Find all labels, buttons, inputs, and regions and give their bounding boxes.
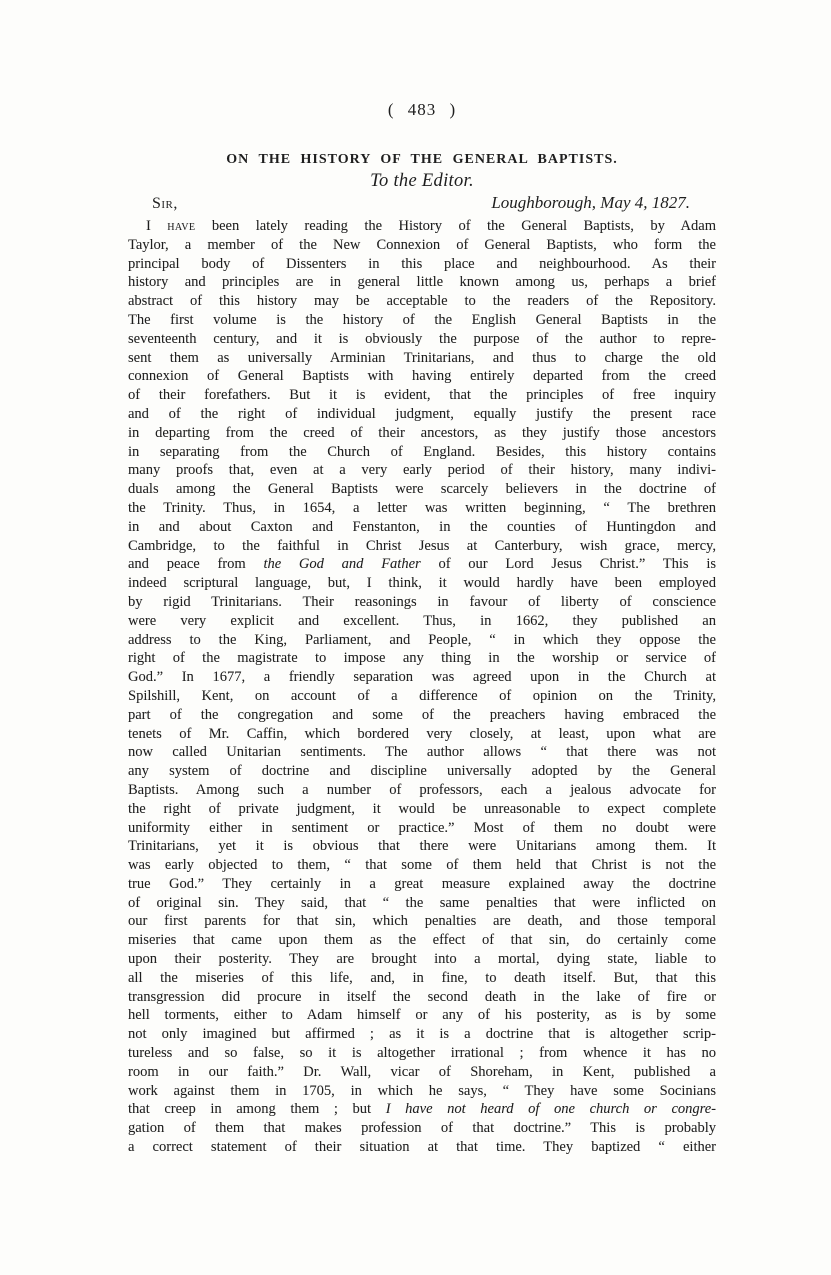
text-run: I xyxy=(146,218,168,234)
body-line xyxy=(128,480,716,499)
text-run: abstract of this history may be acceptable to the readers of the Repository. xyxy=(128,293,716,310)
body-line xyxy=(128,236,716,255)
body-line xyxy=(128,499,716,518)
body-line xyxy=(128,1006,716,1025)
body-line xyxy=(128,574,716,593)
body-line xyxy=(128,912,716,931)
page-number: ( 483 ) xyxy=(387,100,457,119)
smallcaps-run: have xyxy=(167,218,196,234)
body-line xyxy=(128,443,716,462)
addressee-line: To the Editor. xyxy=(370,171,474,191)
text-run: work against them in 1705, in which he says, “ They have some Socinians xyxy=(128,1082,716,1099)
text-run: not only imagined but affirmed ; as it is a doctrine that is altogether scrip- xyxy=(128,1026,716,1043)
body-line xyxy=(128,405,716,424)
text-run: seventeenth century, and it is obviously the purpose of the author to repre- xyxy=(128,330,716,347)
text-run: our first parents for that sin, which penalties are death, and those temporal xyxy=(128,913,716,930)
body-line xyxy=(128,706,716,725)
text-run: the right of private judgment, it would be unreasonable to expect complete xyxy=(128,800,716,817)
dateline: Loughborough, May 4, 1827. xyxy=(491,193,690,212)
text-run: connexion of General Baptists with having entirely departed from the creed xyxy=(128,368,716,385)
text-run: and peace from xyxy=(128,556,264,573)
body-line xyxy=(128,1082,716,1101)
text-run: were very explicit and excellent. Thus, in 1662, they published an xyxy=(128,612,716,629)
body-line xyxy=(128,367,716,386)
body-line xyxy=(128,969,716,988)
text-run: in separating from the Church of England. Besides, this history contains xyxy=(128,443,716,460)
text-run: The first volume is the history of the English General Baptists in the xyxy=(128,311,716,328)
text-run: miseries that came upon them as the effect of that sin, do certainly come xyxy=(128,932,716,949)
text-run: transgression did procure in itself the second death in the lake of fire or xyxy=(128,988,716,1005)
body-line xyxy=(128,1063,716,1082)
body-line xyxy=(128,1138,716,1157)
text-run: true God.” They certainly in a great measure explained away the doctrine xyxy=(128,875,716,892)
body-line xyxy=(128,1100,716,1119)
text-run: Spilshill, Kent, on account of a difference of opinion on the Trinity, xyxy=(128,687,716,704)
body-line xyxy=(128,386,716,405)
text-run: Cambridge, to the faithful in Christ Jesus at Canterbury, wish grace, mercy, xyxy=(128,537,716,554)
text-run: indeed scriptural language, but, I think, it would hardly have been employed xyxy=(128,575,716,592)
body-line xyxy=(128,555,716,574)
body-line xyxy=(128,1044,716,1063)
body-line xyxy=(128,894,716,913)
body-line xyxy=(128,743,716,762)
salutation-row xyxy=(128,193,716,214)
text-run: by rigid Trinitarians. Their reasonings in favour of liberty of conscience xyxy=(128,593,716,610)
body-line xyxy=(128,273,716,292)
text-run: many proofs that, even at a very early period of their history, many indivi- xyxy=(128,462,716,479)
body-line xyxy=(128,687,716,706)
text-run: the Trinity. Thus, in 1654, a letter was written beginning, “ The brethren xyxy=(128,499,716,516)
article-title: ON THE HISTORY OF THE GENERAL BAPTISTS. xyxy=(226,152,618,167)
text-run: Trinitarians, yet it is obvious that there were Unitarians among them. It xyxy=(128,838,716,855)
text-run: that creep in among them ; but xyxy=(128,1101,386,1118)
body-line xyxy=(128,837,716,856)
body-line xyxy=(128,819,716,838)
text-run: God.” In 1677, a friendly separation was agreed upon in the Church at xyxy=(128,669,716,686)
text-run: tenets of Mr. Caffin, which bordered very closely, at least, upon what are xyxy=(128,725,716,742)
body-line xyxy=(128,1119,716,1138)
italic-run: the God and Father xyxy=(263,556,421,573)
text-run: been lately reading the History of the General Baptists, by Adam xyxy=(195,218,716,234)
text-run: in and about Caxton and Fenstanton, in the counties of Huntingdon and xyxy=(128,518,716,535)
text-run: of their forefathers. But it is evident, that the principles of free inquiry xyxy=(128,387,716,404)
text-run: Taylor, a member of the New Connexion of General Baptists, who form the xyxy=(128,236,716,253)
text-run: of our Lord Jesus Christ.” This is xyxy=(420,556,716,573)
text-run: part of the congregation and some of the preachers having embraced the xyxy=(128,706,716,723)
text-run: right of the magistrate to impose any thing in the worship or service of xyxy=(128,650,716,667)
body-line xyxy=(128,950,716,969)
text-run: a correct statement of their situation at that time. They baptized “ either xyxy=(128,1139,716,1156)
text-run: gation of them that makes profession of that doctrine.” This is probably xyxy=(128,1120,716,1137)
body-line xyxy=(128,593,716,612)
body-line xyxy=(128,931,716,950)
body-line xyxy=(128,631,716,650)
text-run: history and principles are in general little known among us, perhaps a brief xyxy=(128,274,716,291)
text-run: tureless and so false, so it is altogether irrational ; from whence it has no xyxy=(128,1045,716,1062)
body-line xyxy=(128,255,716,274)
body-line xyxy=(128,725,716,744)
body-line xyxy=(128,217,716,236)
body-line xyxy=(128,875,716,894)
body-line xyxy=(128,649,716,668)
body-text xyxy=(128,217,716,1157)
text-run: uniformity either in sentiment or practice.” Most of them no doubt were xyxy=(128,819,716,836)
text-run: Baptists. Among such a number of professors, each a jealous advocate for xyxy=(128,781,716,798)
text-column xyxy=(128,100,716,1157)
body-line xyxy=(128,424,716,443)
body-line xyxy=(128,856,716,875)
body-line xyxy=(128,781,716,800)
text-run: sent them as universally Arminian Trinitarians, and thus to charge the old xyxy=(128,349,716,366)
text-run: upon their posterity. They are brought into a mortal, dying state, liable to xyxy=(128,951,716,968)
body-line xyxy=(128,292,716,311)
text-run: room in our faith.” Dr. Wall, vicar of Shoreham, in Kent, published a xyxy=(128,1063,716,1080)
text-run: of original sin. They said, that “ the same penalties that were inflicted on xyxy=(128,894,716,911)
body-line xyxy=(128,762,716,781)
text-run: and of the right of individual judgment, equally justify the present race xyxy=(128,405,716,422)
salutation: Sir, xyxy=(152,195,178,212)
text-run: all the miseries of this life, and, in fine, to death itself. But, that this xyxy=(128,969,716,986)
text-run: hell torments, either to Adam himself or any of his posterity, as is by some xyxy=(128,1007,716,1024)
body-line xyxy=(128,311,716,330)
body-line xyxy=(128,537,716,556)
body-line xyxy=(128,800,716,819)
body-line xyxy=(128,330,716,349)
text-run: principal body of Dissenters in this place and neighbourhood. As their xyxy=(128,255,716,272)
text-run: was early objected to them, “ that some of them held that Christ is not the xyxy=(128,857,716,874)
text-run: address to the King, Parliament, and People, “ in which they oppose the xyxy=(128,631,716,648)
italic-run: I have not heard of one church or congre- xyxy=(385,1101,716,1118)
text-run: in departing from the creed of their ancestors, as they justify those ancestors xyxy=(128,424,716,441)
body-line xyxy=(128,461,716,480)
text-run: now called Unitarian sentiments. The author allows “ that there was not xyxy=(128,744,716,761)
body-line xyxy=(128,988,716,1007)
body-line xyxy=(128,349,716,368)
body-line xyxy=(128,668,716,687)
text-run: duals among the General Baptists were scarcely believers in the doctrine of xyxy=(128,481,716,498)
body-line xyxy=(128,1025,716,1044)
body-line xyxy=(128,612,716,631)
text-run: any system of doctrine and discipline universally adopted by the General xyxy=(128,763,716,780)
body-line xyxy=(128,518,716,537)
